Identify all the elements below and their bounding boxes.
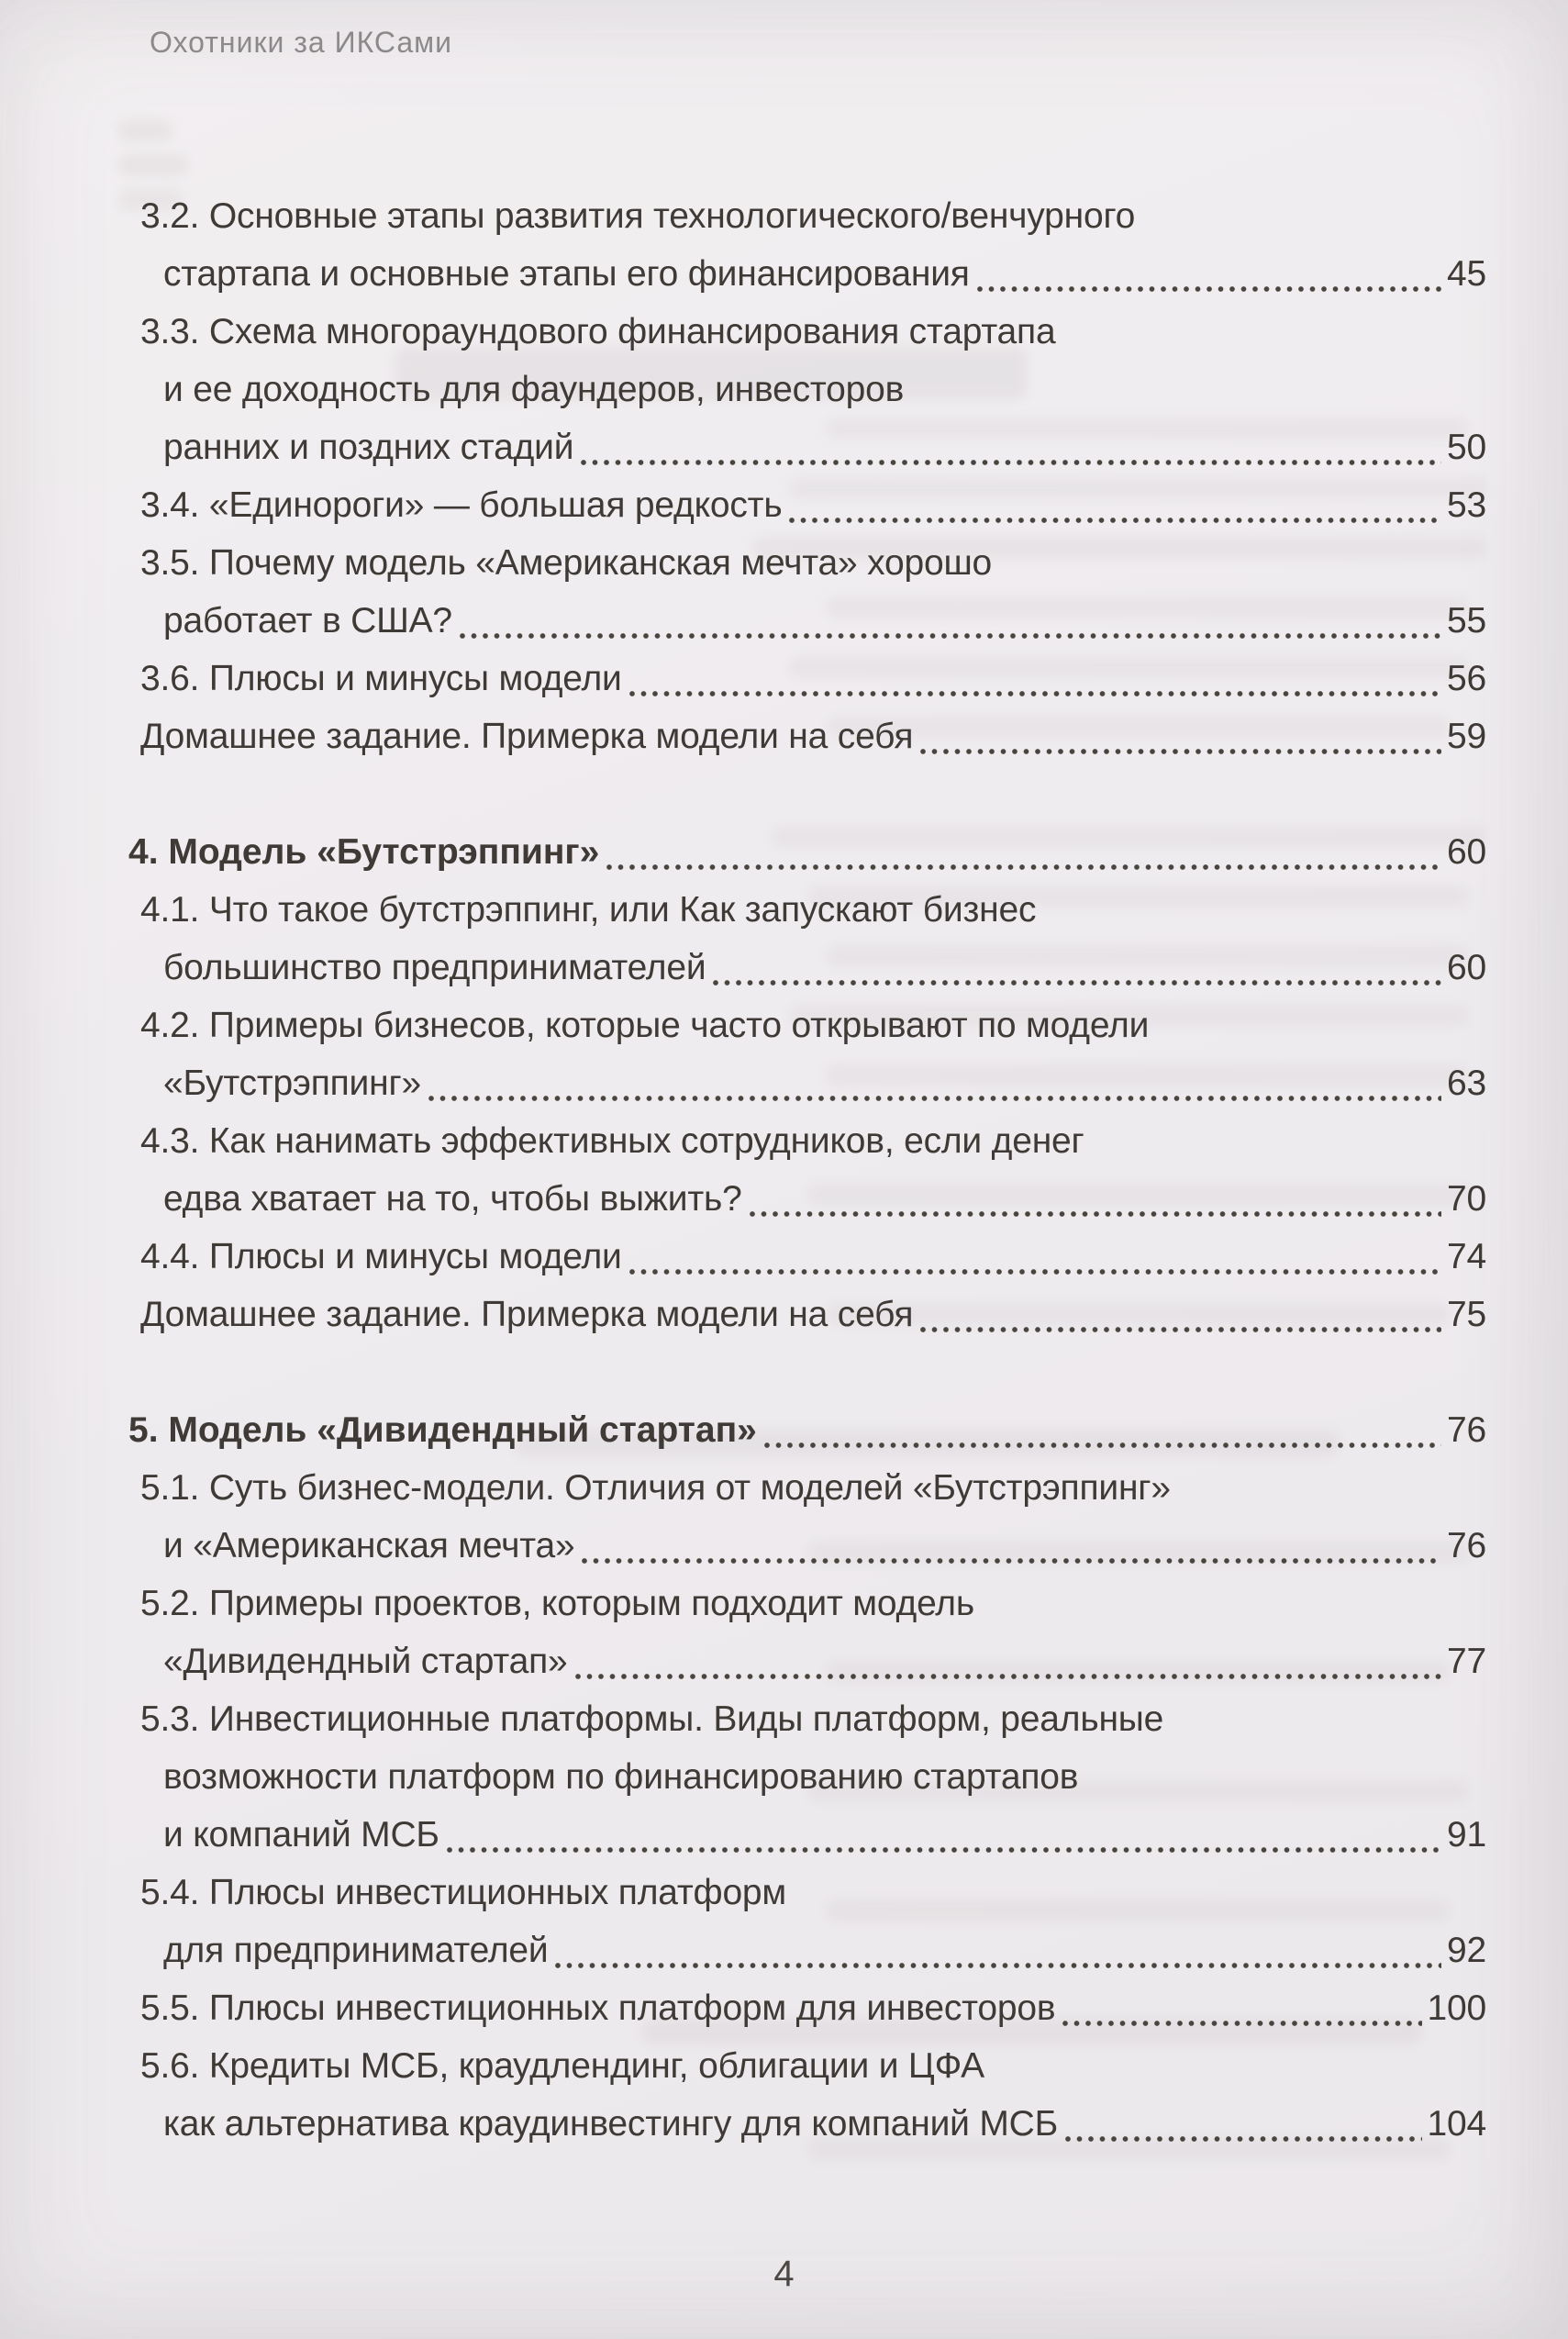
toc-page-number: 92 <box>1447 1931 1486 1970</box>
toc-page-number: 60 <box>1447 948 1486 987</box>
dot-leader <box>459 592 1441 650</box>
toc-line <box>128 1864 1486 1921</box>
toc-page-number: 76 <box>1447 1526 1486 1565</box>
toc-page-number: 56 <box>1447 659 1486 698</box>
toc-line <box>128 1054 1486 1112</box>
dot-leader <box>976 245 1441 303</box>
toc-line <box>128 1748 1486 1806</box>
toc-line <box>128 1979 1486 2037</box>
toc-entry <box>128 1690 1486 1864</box>
dot-leader <box>574 1632 1442 1690</box>
toc-line-text: и компаний МСБ <box>163 1815 439 1854</box>
toc-line <box>128 707 1486 765</box>
toc-entry <box>128 1228 1486 1286</box>
toc-entry <box>128 707 1486 765</box>
toc-page-number: 76 <box>1447 1410 1486 1450</box>
toc-line <box>128 1401 1486 1459</box>
toc-page-number: 63 <box>1447 1064 1486 1103</box>
toc-entry <box>128 1979 1486 2037</box>
toc-page-number: 104 <box>1427 2104 1486 2144</box>
toc-line-text: как альтернатива краудинвестингу для компаний МСБ <box>163 2104 1059 2144</box>
toc-line <box>128 476 1486 534</box>
toc-page-number: 100 <box>1427 1988 1486 2028</box>
toc-entry <box>128 303 1486 476</box>
toc-line <box>128 1112 1486 1170</box>
toc-line-text: 4.3. Как нанимать эффективных сотрудников, если денег <box>140 1121 1084 1161</box>
toc-entry <box>128 476 1486 534</box>
toc-page-number: 45 <box>1447 254 1486 294</box>
toc-line-text: и «Американская мечта» <box>163 1526 575 1565</box>
dot-leader <box>919 1286 1441 1343</box>
toc-entry <box>128 1112 1486 1228</box>
toc-entry <box>128 187 1486 303</box>
toc-line-text: работает в США? <box>163 601 452 640</box>
toc-line <box>128 1228 1486 1286</box>
toc-line <box>128 2095 1486 2153</box>
page-number: 4 <box>773 2254 795 2294</box>
toc-line <box>128 1575 1486 1632</box>
toc-line-text: возможности платформ по финансированию стартапов <box>163 1757 1079 1797</box>
dot-leader <box>554 1921 1441 1979</box>
toc-line <box>128 187 1486 245</box>
bleed-through-artifact <box>117 119 172 141</box>
dot-leader <box>581 1517 1441 1575</box>
toc-line-text: 5.6. Кредиты МСБ, краудлендинг, облигации и ЦФА <box>140 2046 984 2086</box>
dot-leader <box>606 823 1441 881</box>
dot-leader <box>1062 1979 1421 2037</box>
toc-line <box>128 1459 1486 1517</box>
dot-leader <box>919 707 1441 765</box>
toc-list <box>128 187 1486 2153</box>
toc-line <box>128 592 1486 650</box>
toc-line-text: 5.2. Примеры проектов, которым подходит модель <box>140 1584 974 1623</box>
toc-line-text: большинство предпринимателей <box>163 948 706 987</box>
toc-line-text: 3.4. «Единороги» — большая редкость <box>140 485 783 525</box>
toc-line-text: 4.1. Что такое бутстрэппинг, или Как запускают бизнес <box>140 890 1037 930</box>
toc-line <box>128 939 1486 997</box>
toc-page-number: 50 <box>1447 428 1486 467</box>
toc-line-text: 4.2. Примеры бизнесов, которые часто открывают по модели <box>140 1006 1150 1045</box>
toc-line <box>128 823 1486 881</box>
toc-entry <box>128 881 1486 997</box>
toc-line <box>128 997 1486 1054</box>
toc-line <box>128 2037 1486 2095</box>
toc-line-text: 5.4. Плюсы инвестиционных платформ <box>140 1873 787 1912</box>
toc-line-text: едва хватает на то, чтобы выжить? <box>163 1179 742 1219</box>
toc-line-text: стартапа и основные этапы его финансирования <box>163 254 970 294</box>
bleed-through-artifact <box>117 154 189 176</box>
toc-entry <box>128 1286 1486 1343</box>
running-header: Охотники за ИКСами <box>150 26 453 59</box>
toc-line-text: 5.1. Суть бизнес-модели. Отличия от моделей «Бутстрэппинг» <box>140 1468 1171 1508</box>
toc-page-number: 74 <box>1447 1237 1486 1276</box>
toc-entry <box>128 1575 1486 1690</box>
dot-leader <box>712 939 1441 997</box>
toc-page-number: 91 <box>1447 1815 1486 1854</box>
toc-entry <box>128 650 1486 707</box>
toc-entry <box>128 2037 1486 2153</box>
toc-line <box>128 1921 1486 1979</box>
toc-line <box>128 650 1486 707</box>
toc-page-number: 53 <box>1447 485 1486 525</box>
toc-line-text: 4. Модель «Бутстрэппинг» <box>128 832 600 872</box>
dot-leader <box>446 1806 1441 1864</box>
toc-line-text: Домашнее задание. Примерка модели на себя <box>140 1295 914 1334</box>
toc-page-number: 75 <box>1447 1295 1486 1334</box>
dot-leader <box>628 650 1441 707</box>
toc-entry <box>128 1459 1486 1575</box>
dot-leader <box>428 1054 1441 1112</box>
toc-entry <box>128 823 1486 881</box>
toc-entry <box>128 1864 1486 1979</box>
toc-line <box>128 1517 1486 1575</box>
toc-line-text: 3.6. Плюсы и минусы модели <box>140 659 622 698</box>
toc-line <box>128 303 1486 361</box>
toc-line-text: 3.3. Схема многораундового финансирования стартапа <box>140 312 1056 351</box>
toc-entry <box>128 534 1486 650</box>
toc-line-text: 3.5. Почему модель «Американская мечта» хорошо <box>140 543 993 583</box>
toc-line-text: 3.2. Основные этапы развития технологического/венчурного <box>140 196 1136 236</box>
toc-page-number: 55 <box>1447 601 1486 640</box>
toc-line-text: 5.3. Инвестиционные платформы. Виды платформ, реальные <box>140 1699 1164 1739</box>
toc-page-number: 70 <box>1447 1179 1486 1219</box>
toc-line-text: 4.4. Плюсы и минусы модели <box>140 1237 622 1276</box>
toc-line <box>128 361 1486 418</box>
toc-line <box>128 1286 1486 1343</box>
toc-entry <box>128 997 1486 1112</box>
toc-line <box>128 418 1486 476</box>
dot-leader <box>628 1228 1441 1286</box>
toc-page-number: 60 <box>1447 832 1486 872</box>
toc-line <box>128 245 1486 303</box>
toc-page-number: 59 <box>1447 717 1486 756</box>
toc-line-text: 5.5. Плюсы инвестиционных платформ для инвесторов <box>140 1988 1056 2028</box>
toc-line-text: ранних и поздних стадий <box>163 428 574 467</box>
toc-line <box>128 534 1486 592</box>
toc-line-text: «Дивидендный стартап» <box>163 1642 568 1681</box>
toc-line-text: Домашнее задание. Примерка модели на себя <box>140 717 914 756</box>
dot-leader <box>763 1401 1441 1459</box>
toc-entry <box>128 1401 1486 1459</box>
toc-page-number: 77 <box>1447 1642 1486 1681</box>
toc-line <box>128 1690 1486 1748</box>
dot-leader <box>788 476 1441 534</box>
toc-line-text: и ее доходность для фаундеров, инвесторов <box>163 370 905 409</box>
toc-line-text: 5. Модель «Дивидендный стартап» <box>128 1410 757 1450</box>
toc-line <box>128 1632 1486 1690</box>
dot-leader <box>1064 2095 1421 2153</box>
dot-leader <box>749 1170 1441 1228</box>
toc-line <box>128 1170 1486 1228</box>
toc-line <box>128 881 1486 939</box>
dot-leader <box>580 418 1441 476</box>
toc-line-text: для предпринимателей <box>163 1931 549 1970</box>
toc-line <box>128 1806 1486 1864</box>
toc-line-text: «Бутстрэппинг» <box>163 1064 421 1103</box>
